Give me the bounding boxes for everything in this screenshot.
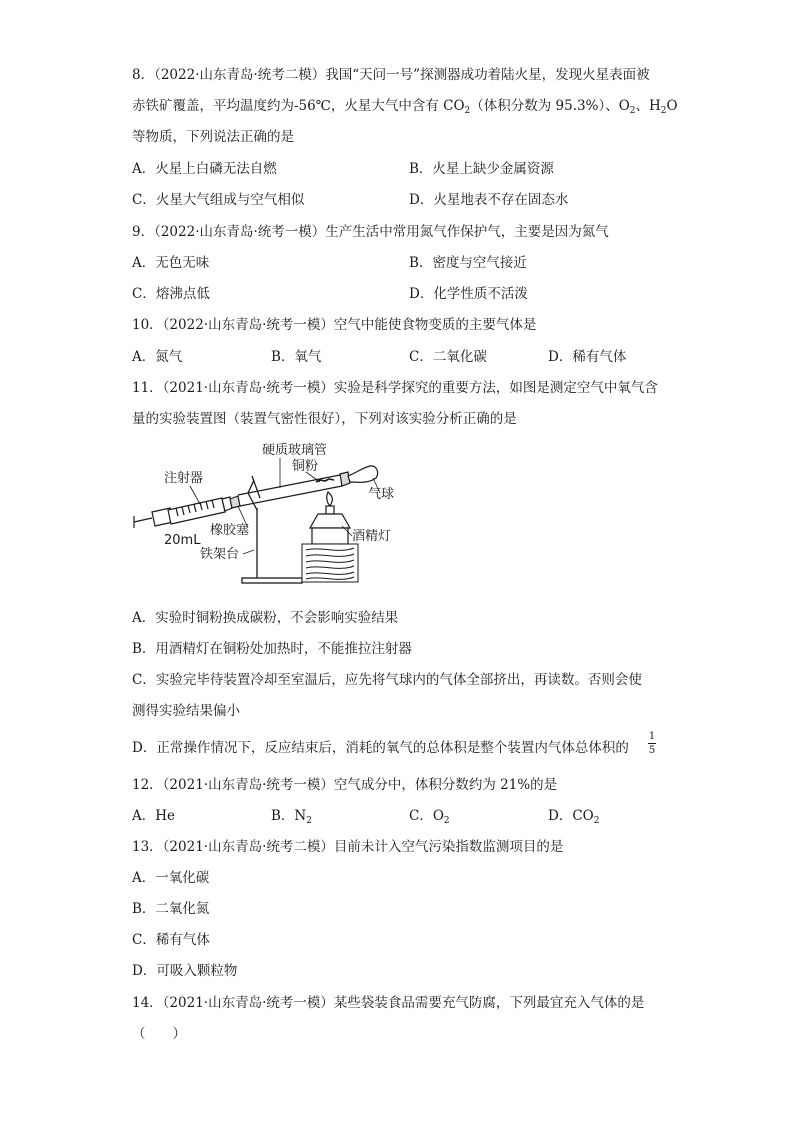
fraction-denominator: 5 (648, 745, 656, 756)
q12-option-d[interactable] (548, 806, 599, 831)
alcohol-lamp-icon (310, 492, 350, 544)
label-balloon: 气球 (368, 487, 395, 502)
q13-option-a[interactable]: A．一氧化碳 (132, 870, 210, 886)
q12-option-c-subscript: 2 (443, 816, 450, 826)
q10-option-c[interactable]: C．二氧化碳 (409, 349, 487, 365)
q12-option-c-text: C．O (409, 808, 444, 824)
label-iron-stand: 铁架台 (200, 547, 240, 562)
q12-option-a[interactable]: A．He (132, 808, 176, 824)
q8-stem-line2-text3: 、H (635, 98, 661, 114)
q8-option-d[interactable]: D．火星地表不存在固态水 (409, 192, 569, 208)
label-copper-powder: 铜粉 (292, 459, 319, 474)
q12-option-d-subscript: 2 (593, 816, 600, 826)
q11-option-c-line1[interactable]: C．实验完毕待装置冷却至室温后，应先将气球内的气体全部挤出，再读数。否则会使 (132, 672, 642, 688)
q8-option-a[interactable]: A．火星上白磷无法自燃 (132, 161, 277, 177)
q14-stem-line1: 14．（2021·山东青岛·统考一模）某些袋装食品需要充气防腐，下列最宜充入气体的是 (132, 995, 645, 1011)
q13-option-b[interactable]: B．二氧化氮 (132, 901, 210, 917)
q10-stem: 10．（2022·山东青岛·统考一模）空气中能使食物变质的主要气体是 (132, 317, 537, 333)
q9-option-d[interactable]: D．化学性质不活泼 (409, 286, 528, 302)
q11-option-d[interactable]: D．正常操作情况下，反应结束后，消耗的氧气的总体积是整个装置内气体总体积的 (132, 740, 629, 756)
q8-h2o-subscript: 2 (660, 106, 667, 116)
q9-option-a[interactable]: A．无色无味 (132, 255, 210, 271)
q8-stem-line2-text: 赤铁矿覆盖，平均温度约为-56℃，火星大气中含有 CO (132, 98, 465, 114)
q11-option-a[interactable]: A．实验时铜粉换成碳粉，不会影响实验结果 (132, 610, 399, 626)
q10-option-a[interactable]: A．氮气 (132, 349, 183, 365)
q12-stem: 12．（2021·山东青岛·统考一模）空气成分中，体积分数约为 21%的是 (132, 777, 558, 793)
fraction-numerator: 1 (648, 731, 656, 742)
q8-stem-line2-text2: （体积分数为 95.3%）、O (470, 98, 630, 114)
q10-option-d[interactable]: D．稀有气体 (548, 349, 627, 365)
label-syringe: 注射器 (164, 471, 204, 486)
q11-stem-line1: 11．（2021·山东青岛·统考一模）实验是科学探究的重要方法，如图是测定空气中氧气含 (132, 380, 658, 396)
q8-co2-subscript: 2 (464, 106, 471, 116)
q12-option-c[interactable] (409, 806, 450, 831)
q12-option-b[interactable] (271, 806, 312, 831)
label-alcohol-lamp: 酒精灯 (352, 529, 392, 544)
q12-option-d-text: D．CO (548, 808, 594, 824)
q11-option-c-line2[interactable]: 测得实验结果偏小 (132, 703, 240, 719)
fraction-bar (648, 743, 656, 744)
q8-stem-line2 (132, 96, 678, 121)
q13-option-c[interactable]: C．稀有气体 (132, 932, 210, 948)
q12-option-b-subscript: 2 (306, 816, 312, 826)
balloon-icon (348, 466, 378, 482)
q13-option-d[interactable]: D．可吸入颗粒物 (132, 963, 238, 979)
q9-stem: 9．（2022·山东青岛·统考一模）生产生活中常用氮气作保护气，主要是因为氮气 (132, 224, 609, 240)
q11-stem-line2: 量的实验装置图（装置气密性很好），下列对该实验分析正确的是 (132, 411, 517, 427)
q10-option-b[interactable]: B．氧气 (271, 349, 322, 365)
q14-answer-blank[interactable]: （ ） (132, 1026, 186, 1042)
q8-option-c[interactable]: C．火星大气组成与空气相似 (132, 192, 305, 208)
label-rubber-stopper: 橡胶塞 (210, 523, 250, 538)
wood-block (302, 544, 358, 582)
q8-o2-subscript: 2 (629, 106, 636, 116)
q9-option-c[interactable]: C．熔沸点低 (132, 286, 210, 302)
q11-fraction-one-fifth (647, 731, 657, 756)
q8-stem-line3: 等物质，下列说法正确的是 (132, 129, 294, 145)
q13-stem: 13．（2021·山东青岛·统考二模）目前未计入空气污染指数监测项目的是 (132, 839, 564, 855)
q8-stem-line2-text4: O (666, 98, 678, 114)
q8-option-b[interactable]: B．火星上缺少金属资源 (409, 161, 554, 177)
q9-option-b[interactable]: B．密度与空气接近 (409, 255, 527, 271)
q12-option-b-text: B．N (271, 808, 307, 824)
label-20ml: 20mL (164, 533, 201, 548)
q11-option-b[interactable]: B．用酒精灯在铜粉处加热时，不能推拉注射器 (132, 641, 412, 657)
q11-apparatus-figure (130, 438, 400, 590)
q8-stem-line1: 8．（2022·山东青岛·统考二模）我国“天问一号”探测器成功着陆火星，发现火星表面被 (132, 67, 650, 83)
label-glass-tube: 硬质玻璃管 (262, 443, 328, 458)
